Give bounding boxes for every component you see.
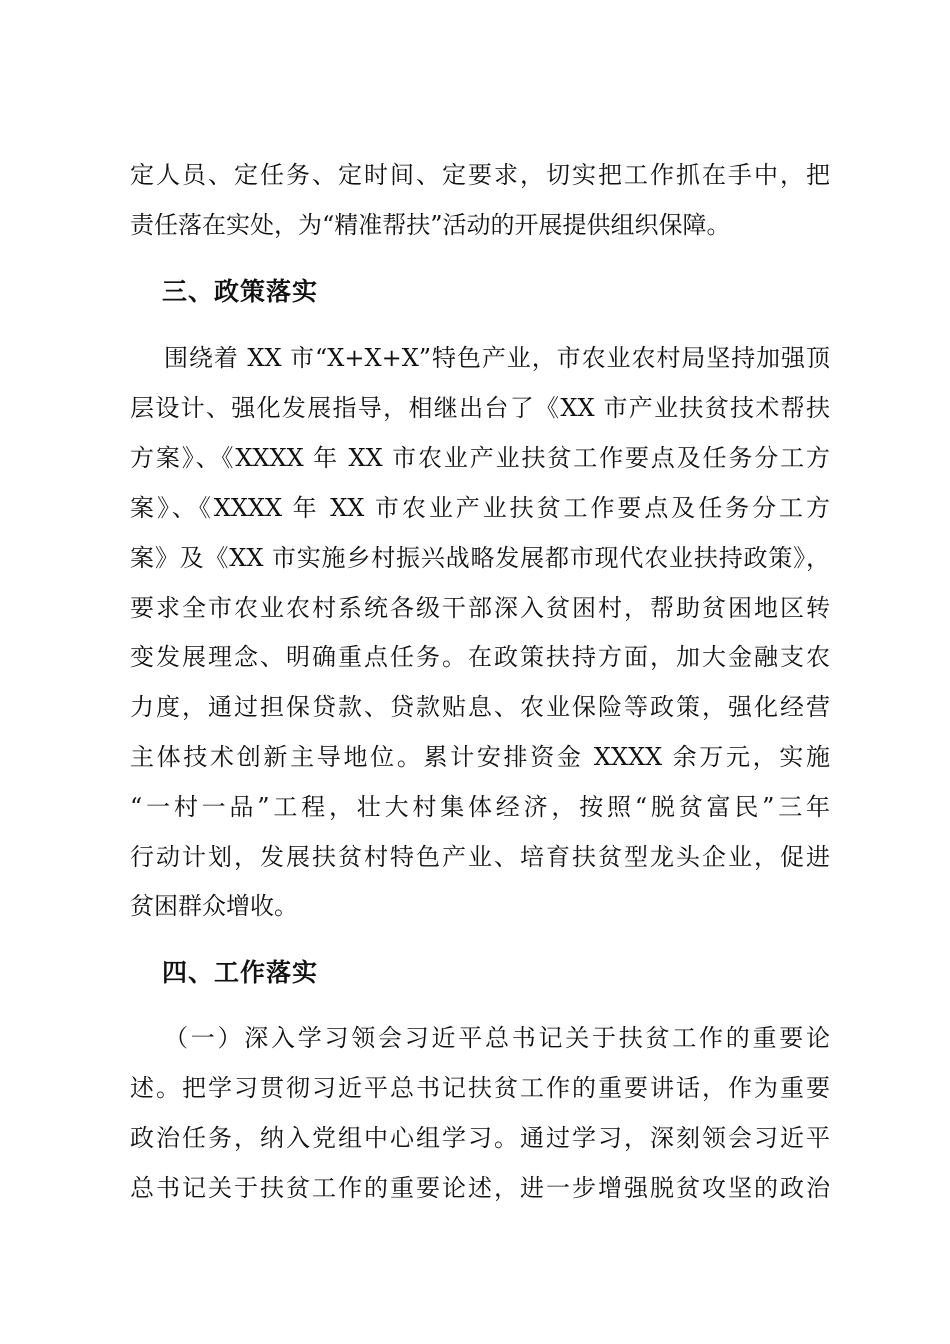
paragraph-line: 贫困群众增收。 [130,892,298,920]
paragraph-line: 变发展理念、明确重点任务。在政策扶持方面，加大金融支农 [130,643,830,671]
paragraph-line: 力度，通过担保贷款、贷款贴息、农业保险等政策，强化经营 [130,693,830,721]
paragraph-line: 述。把学习贯彻习近平总书记扶贫工作的重要讲话，作为重要 [130,1074,830,1102]
paragraph-line: 案》及《XX 市实施乡村振兴战略发展都市现代农业扶持政策》， [130,544,830,572]
paragraph-line: 主体技术创新主导地位。累计安排资金 XXXX 余万元，实施 [130,743,830,771]
paragraph-line: （一）深入学习领会习近平总书记关于扶贫工作的重要论 [164,1024,830,1052]
paragraph-line: “一村一品”工程，壮大村集体经济，按照“脱贫富民”三年 [130,793,830,821]
section-heading-work: 四、工作落实 [162,958,319,987]
paragraph-line: 围绕着 XX 市“X+X+X”特色产业，市农业农村局坚持加强顶 [164,344,830,372]
paragraph-line: 总书记关于扶贫工作的重要论述，进一步增强脱贫攻坚的政治 [130,1174,830,1202]
paragraph-line: 要求全市农业农村系统各级干部深入贫困村，帮助贫困地区转 [130,594,830,622]
paragraph-line: 定人员、定任务、定时间、定要求，切实把工作抓在手中，把 [130,161,830,189]
paragraph-line: 层设计、强化发展指导，相继出台了《XX 市产业扶贫技术帮扶 [130,394,830,422]
paragraph-line: 案》、《XXXX 年 XX 市农业产业扶贫工作要点及任务分工方 [130,494,830,522]
paragraph-line: 方案》、《XXXX 年 XX 市农业产业扶贫工作要点及任务分工方 [130,444,830,472]
section-heading-policy: 三、政策落实 [162,277,319,306]
paragraph-line: 行动计划，发展扶贫村特色产业、培育扶贫型龙头企业，促进 [130,843,830,871]
paragraph-line: 责任落在实处，为“精准帮扶”活动的开展提供组织保障。 [130,211,731,239]
paragraph-line: 政治任务，纳入党组中心组学习。通过学习，深刻领会习近平 [130,1124,830,1152]
